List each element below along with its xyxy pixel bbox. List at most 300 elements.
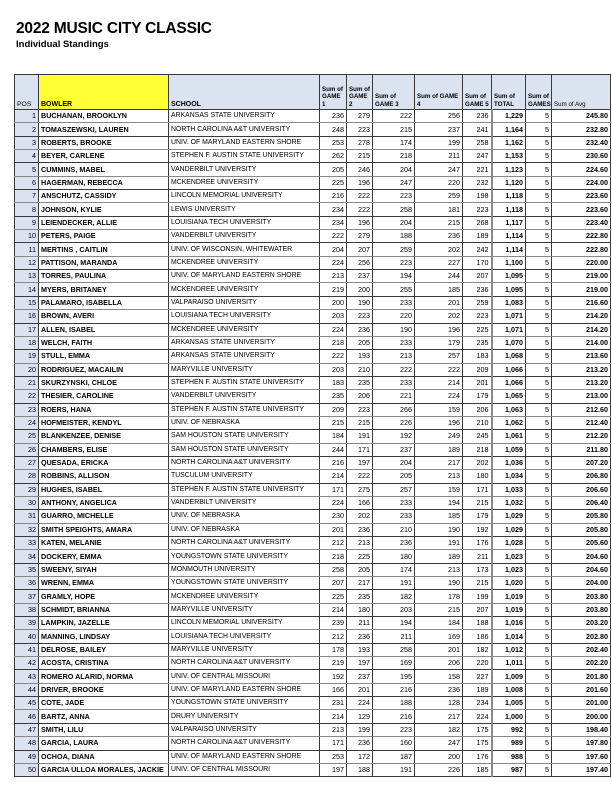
table-row [15, 670, 611, 683]
games-count: 5 [526, 697, 552, 710]
game2-score: 180 [347, 603, 373, 616]
school-name: TUSCULUM UNIVERSITY [169, 470, 320, 483]
game5-score: 268 [463, 216, 492, 229]
game2-score: 215 [347, 150, 373, 163]
row-position: 49 [15, 750, 39, 763]
games-count: 5 [526, 376, 552, 389]
bowler-name: ACOSTA, CRISTINA [39, 657, 169, 670]
table-row [15, 203, 611, 216]
row-position: 29 [15, 483, 39, 496]
game1-score: 258 [320, 563, 347, 576]
game2-score: 202 [347, 510, 373, 523]
games-count: 5 [526, 563, 552, 576]
row-position: 11 [15, 243, 39, 256]
game1-score: 235 [320, 390, 347, 403]
school-name: VANDERBILT UNIVERSITY [169, 390, 320, 403]
table-row [15, 697, 611, 710]
game5-score: 179 [463, 510, 492, 523]
bowler-name: LAMPKIN, JAZELLE [39, 617, 169, 630]
game4-score: 224 [415, 390, 463, 403]
games-count: 5 [526, 150, 552, 163]
games-count: 5 [526, 136, 552, 149]
bowler-name: THESIER, CAROLINE [39, 390, 169, 403]
total-score: 1,062 [492, 416, 526, 429]
table-row [15, 256, 611, 269]
school-name: STEPHEN F. AUSTIN STATE UNIVERSITY [169, 483, 320, 496]
table-row [15, 550, 611, 563]
table-row [15, 496, 611, 509]
game2-score: 166 [347, 496, 373, 509]
game4-score: 202 [415, 310, 463, 323]
game1-score: 192 [320, 670, 347, 683]
bowler-name: DOCKERY, EMMA [39, 550, 169, 563]
games-count: 5 [526, 710, 552, 723]
game2-score: 197 [347, 657, 373, 670]
table-row [15, 603, 611, 616]
average-score: 197.60 [552, 750, 611, 763]
average-score: 205.80 [552, 523, 611, 536]
game3-score: 233 [373, 496, 415, 509]
game2-score: 223 [347, 123, 373, 136]
game1-score: 253 [320, 750, 347, 763]
game1-score: 215 [320, 416, 347, 429]
column-header-game4[interactable]: Sum of GAME 4 [415, 75, 463, 110]
table-row [15, 510, 611, 523]
row-position: 25 [15, 430, 39, 443]
bowler-name: PATTISON, MARANDA [39, 256, 169, 269]
document-title: 2022 MUSIC CITY CLASSIC [16, 20, 212, 37]
school-name: LOUISIANA TECH UNIVERSITY [169, 310, 320, 323]
row-position: 39 [15, 617, 39, 630]
table-row [15, 163, 611, 176]
column-header-total[interactable]: Sum of TOTAL [492, 75, 526, 110]
school-name: UNIV. OF MARYLAND EASTERN SHORE [169, 750, 320, 763]
table-row [15, 270, 611, 283]
school-name: SAM HOUSTON STATE UNIVERSITY [169, 430, 320, 443]
games-count: 5 [526, 763, 552, 776]
game1-score: 214 [320, 470, 347, 483]
game5-score: 176 [463, 750, 492, 763]
average-score: 202.40 [552, 643, 611, 656]
game3-score: 205 [373, 470, 415, 483]
row-position: 37 [15, 590, 39, 603]
average-score: 206.40 [552, 496, 611, 509]
table-row [15, 323, 611, 336]
game1-score: 212 [320, 630, 347, 643]
bowler-name: KATEN, MELANIE [39, 537, 169, 550]
game4-score: 169 [415, 630, 463, 643]
game5-score: 189 [463, 230, 492, 243]
game2-score: 222 [347, 470, 373, 483]
game4-score: 220 [415, 176, 463, 189]
games-count: 5 [526, 630, 552, 643]
game4-score: 201 [415, 296, 463, 309]
average-score: 216.60 [552, 296, 611, 309]
games-count: 5 [526, 483, 552, 496]
total-score: 1,014 [492, 630, 526, 643]
row-position: 16 [15, 310, 39, 323]
total-score: 1,162 [492, 136, 526, 149]
game2-score: 225 [347, 550, 373, 563]
table-row [15, 523, 611, 536]
games-count: 5 [526, 657, 552, 670]
game2-score: 193 [347, 350, 373, 363]
game3-score: 192 [373, 430, 415, 443]
game5-score: 241 [463, 123, 492, 136]
table-row [15, 310, 611, 323]
game3-score: 188 [373, 230, 415, 243]
game4-score: 247 [415, 737, 463, 750]
game5-score: 245 [463, 430, 492, 443]
total-score: 1,023 [492, 550, 526, 563]
bowler-name: STULL, EMMA [39, 350, 169, 363]
game3-score: 255 [373, 283, 415, 296]
row-position: 33 [15, 537, 39, 550]
game2-score: 211 [347, 617, 373, 630]
column-header-game2[interactable]: Sum of GAME 2 [347, 75, 373, 110]
table-row [15, 590, 611, 603]
games-count: 5 [526, 350, 552, 363]
total-score: 1,019 [492, 603, 526, 616]
game2-score: 191 [347, 430, 373, 443]
total-score: 1,229 [492, 110, 526, 123]
game4-score: 200 [415, 750, 463, 763]
bowler-name: ANSCHUTZ, CASSIDY [39, 190, 169, 203]
total-score: 1,068 [492, 350, 526, 363]
school-name: YOUNGSTOWN STATE UNIVERSITY [169, 577, 320, 590]
game5-score: 179 [463, 390, 492, 403]
row-position: 20 [15, 363, 39, 376]
game4-score: 215 [415, 216, 463, 229]
row-position: 26 [15, 443, 39, 456]
average-score: 202.80 [552, 630, 611, 643]
game5-score: 215 [463, 577, 492, 590]
game3-score: 247 [373, 176, 415, 189]
school-name: MCKENDREE UNIVERSITY [169, 256, 320, 269]
game1-score: 205 [320, 163, 347, 176]
average-score: 204.00 [552, 577, 611, 590]
game1-score: 184 [320, 430, 347, 443]
total-score: 989 [492, 737, 526, 750]
school-name: LINCOLN MEMORIAL UNIVERSITY [169, 617, 320, 630]
game1-score: 219 [320, 657, 347, 670]
column-header-games[interactable]: Sum of GAMES [526, 75, 552, 110]
game5-score: 198 [463, 190, 492, 203]
total-score: 1,100 [492, 256, 526, 269]
game5-score: 201 [463, 376, 492, 389]
bowler-name: GRAMLY, HOPE [39, 590, 169, 603]
game1-score: 230 [320, 510, 347, 523]
game4-score: 196 [415, 323, 463, 336]
bowler-name: SWEENY, SIYAH [39, 563, 169, 576]
game4-score: 227 [415, 256, 463, 269]
total-score: 1,123 [492, 163, 526, 176]
game4-score: 257 [415, 350, 463, 363]
game4-score: 237 [415, 123, 463, 136]
average-score: 206.60 [552, 483, 611, 496]
row-position: 23 [15, 403, 39, 416]
average-score: 197.40 [552, 763, 611, 776]
school-name: YOUNGSTOWN STATE UNIVERSITY [169, 697, 320, 710]
game4-score: 217 [415, 456, 463, 469]
game2-score: 206 [347, 390, 373, 403]
games-count: 5 [526, 310, 552, 323]
table-row [15, 643, 611, 656]
game5-score: 236 [463, 283, 492, 296]
row-position: 35 [15, 563, 39, 576]
average-score: 222.80 [552, 230, 611, 243]
games-count: 5 [526, 190, 552, 203]
school-name: LOUISIANA TECH UNIVERSITY [169, 216, 320, 229]
game2-score: 197 [347, 456, 373, 469]
row-position: 46 [15, 710, 39, 723]
average-score: 207.20 [552, 456, 611, 469]
bowler-name: DRIVER, BROOKE [39, 683, 169, 696]
bowler-name: SMITH SPEIGHTS, AMARA [39, 523, 169, 536]
column-header-game5[interactable]: Sum of GAME 5 [463, 75, 492, 110]
game5-score: 171 [463, 483, 492, 496]
game5-score: 227 [463, 670, 492, 683]
row-position: 48 [15, 737, 39, 750]
column-header-game1[interactable]: Sum of GAME 1 [320, 75, 347, 110]
school-name: LEWIS UNIVERSITY [169, 203, 320, 216]
table-row [15, 123, 611, 136]
school-name: MCKENDREE UNIVERSITY [169, 283, 320, 296]
table-row [15, 110, 611, 123]
game2-score: 196 [347, 216, 373, 229]
table-row [15, 443, 611, 456]
games-count: 5 [526, 670, 552, 683]
row-position: 41 [15, 643, 39, 656]
table-row [15, 537, 611, 550]
game3-score: 218 [373, 150, 415, 163]
game2-score: 199 [347, 723, 373, 736]
bowler-name: COTE, JADE [39, 697, 169, 710]
school-name: YOUNGSTOWN STATE UNIVERSITY [169, 550, 320, 563]
bowler-name: ROBBINS, ALLISON [39, 470, 169, 483]
game4-score: 159 [415, 403, 463, 416]
column-header-avg[interactable]: Sum of Avg [552, 75, 611, 110]
game3-score: 258 [373, 203, 415, 216]
average-score: 219.00 [552, 283, 611, 296]
game5-score: 180 [463, 470, 492, 483]
game3-score: 223 [373, 256, 415, 269]
average-score: 214.20 [552, 323, 611, 336]
table-row [15, 657, 611, 670]
school-name: NORTH CAROLINA A&T UNIVERSITY [169, 456, 320, 469]
game2-score: 237 [347, 670, 373, 683]
row-position: 50 [15, 763, 39, 776]
games-count: 5 [526, 243, 552, 256]
game5-score: 207 [463, 603, 492, 616]
bowler-name: SCHMIDT, BRIANNA [39, 603, 169, 616]
game5-score: 258 [463, 136, 492, 149]
row-position: 40 [15, 630, 39, 643]
game5-score: 185 [463, 763, 492, 776]
game3-score: 233 [373, 336, 415, 349]
game2-score: 193 [347, 643, 373, 656]
row-position: 36 [15, 577, 39, 590]
table-row [15, 723, 611, 736]
game5-score: 206 [463, 403, 492, 416]
school-name: VALPARAISO UNIVERSITY [169, 296, 320, 309]
bowler-name: PETERS, PAIGE [39, 230, 169, 243]
table-row [15, 563, 611, 576]
games-count: 5 [526, 403, 552, 416]
school-name: LOUISIANA TECH UNIVERSITY [169, 630, 320, 643]
column-header-pos[interactable]: POS [15, 75, 39, 110]
row-position: 47 [15, 723, 39, 736]
game3-score: 210 [373, 523, 415, 536]
bowler-name: WRENN, EMMA [39, 577, 169, 590]
total-score: 1,028 [492, 537, 526, 550]
row-position: 7 [15, 190, 39, 203]
total-score: 1,114 [492, 243, 526, 256]
average-score: 211.80 [552, 443, 611, 456]
school-name: STEPHEN F. AUSTIN STATE UNIVERSITY [169, 150, 320, 163]
game4-score: 159 [415, 483, 463, 496]
table-row [15, 617, 611, 630]
game2-score: 222 [347, 203, 373, 216]
game1-score: 225 [320, 590, 347, 603]
game3-score: 191 [373, 763, 415, 776]
row-position: 1 [15, 110, 39, 123]
game1-score: 209 [320, 403, 347, 416]
game1-score: 178 [320, 643, 347, 656]
game3-score: 180 [373, 550, 415, 563]
game5-score: 186 [463, 630, 492, 643]
school-name: MCKENDREE UNIVERSITY [169, 590, 320, 603]
game4-score: 206 [415, 657, 463, 670]
table-row [15, 403, 611, 416]
total-score: 1,033 [492, 483, 526, 496]
games-count: 5 [526, 723, 552, 736]
column-header-school[interactable]: SCHOOL [169, 75, 320, 110]
game5-score: 183 [463, 350, 492, 363]
game4-score: 213 [415, 563, 463, 576]
row-position: 5 [15, 163, 39, 176]
average-score: 201.00 [552, 697, 611, 710]
row-position: 31 [15, 510, 39, 523]
table-row [15, 750, 611, 763]
average-score: 203.80 [552, 603, 611, 616]
average-score: 205.80 [552, 510, 611, 523]
row-position: 18 [15, 336, 39, 349]
row-position: 27 [15, 456, 39, 469]
total-score: 1,032 [492, 496, 526, 509]
game2-score: 237 [347, 270, 373, 283]
bowler-name: GARCIA ULLOA MORALES, JACKIE [39, 763, 169, 776]
game5-score: 220 [463, 657, 492, 670]
standings-body [15, 110, 611, 777]
game2-score: 201 [347, 683, 373, 696]
bowler-name: BEYER, CARLENE [39, 150, 169, 163]
game5-score: 242 [463, 243, 492, 256]
game1-score: 224 [320, 496, 347, 509]
game2-score: 210 [347, 363, 373, 376]
school-name: UNIV. OF MARYLAND EASTERN SHORE [169, 683, 320, 696]
total-score: 1,095 [492, 270, 526, 283]
game2-score: 207 [347, 243, 373, 256]
bowler-name: RODRIGUEZ, MACAILIN [39, 363, 169, 376]
table-row [15, 577, 611, 590]
school-name: VANDERBILT UNIVERSITY [169, 163, 320, 176]
game1-score: 253 [320, 136, 347, 149]
games-count: 5 [526, 110, 552, 123]
game3-score: 204 [373, 456, 415, 469]
game4-score: 190 [415, 523, 463, 536]
game5-score: 224 [463, 710, 492, 723]
average-score: 212.60 [552, 403, 611, 416]
game5-score: 215 [463, 496, 492, 509]
game4-score: 244 [415, 270, 463, 283]
games-count: 5 [526, 363, 552, 376]
game3-score: 174 [373, 136, 415, 149]
average-score: 204.60 [552, 563, 611, 576]
game1-score: 171 [320, 483, 347, 496]
game1-score: 231 [320, 697, 347, 710]
table-row [15, 737, 611, 750]
games-count: 5 [526, 283, 552, 296]
column-header-bowler[interactable]: BOWLER [39, 75, 169, 110]
game2-score: 223 [347, 403, 373, 416]
row-position: 43 [15, 670, 39, 683]
game4-score: 217 [415, 710, 463, 723]
games-count: 5 [526, 577, 552, 590]
total-score: 1,071 [492, 310, 526, 323]
average-score: 245.80 [552, 110, 611, 123]
total-score: 1,120 [492, 176, 526, 189]
total-score: 1,061 [492, 430, 526, 443]
total-score: 1,036 [492, 456, 526, 469]
games-count: 5 [526, 750, 552, 763]
total-score: 1,029 [492, 523, 526, 536]
games-count: 5 [526, 537, 552, 550]
bowler-name: PALAMARO, ISABELLA [39, 296, 169, 309]
bowler-name: MERTINS , CAITLIN [39, 243, 169, 256]
bowler-name: ROBERTS, BROOKE [39, 136, 169, 149]
game1-score: 225 [320, 176, 347, 189]
row-position: 32 [15, 523, 39, 536]
game4-score: 202 [415, 243, 463, 256]
games-count: 5 [526, 523, 552, 536]
row-position: 34 [15, 550, 39, 563]
bowler-name: WELCH, FAITH [39, 336, 169, 349]
row-position: 19 [15, 350, 39, 363]
table-row [15, 150, 611, 163]
row-position: 42 [15, 657, 39, 670]
game2-score: 256 [347, 256, 373, 269]
table-row [15, 350, 611, 363]
game3-score: 233 [373, 296, 415, 309]
total-score: 1,153 [492, 150, 526, 163]
game4-score: 215 [415, 603, 463, 616]
bowler-name: GUARRO, MICHELLE [39, 510, 169, 523]
games-count: 5 [526, 390, 552, 403]
game2-score: 236 [347, 630, 373, 643]
column-header-game3[interactable]: Sum of GAME 3 [373, 75, 415, 110]
game3-score: 160 [373, 737, 415, 750]
average-score: 223.60 [552, 203, 611, 216]
table-row [15, 283, 611, 296]
game5-score: 232 [463, 176, 492, 189]
school-name: SAM HOUSTON STATE UNIVERSITY [169, 443, 320, 456]
game1-score: 219 [320, 283, 347, 296]
game1-score: 200 [320, 296, 347, 309]
games-count: 5 [526, 470, 552, 483]
average-score: 212.40 [552, 416, 611, 429]
game1-score: 207 [320, 577, 347, 590]
